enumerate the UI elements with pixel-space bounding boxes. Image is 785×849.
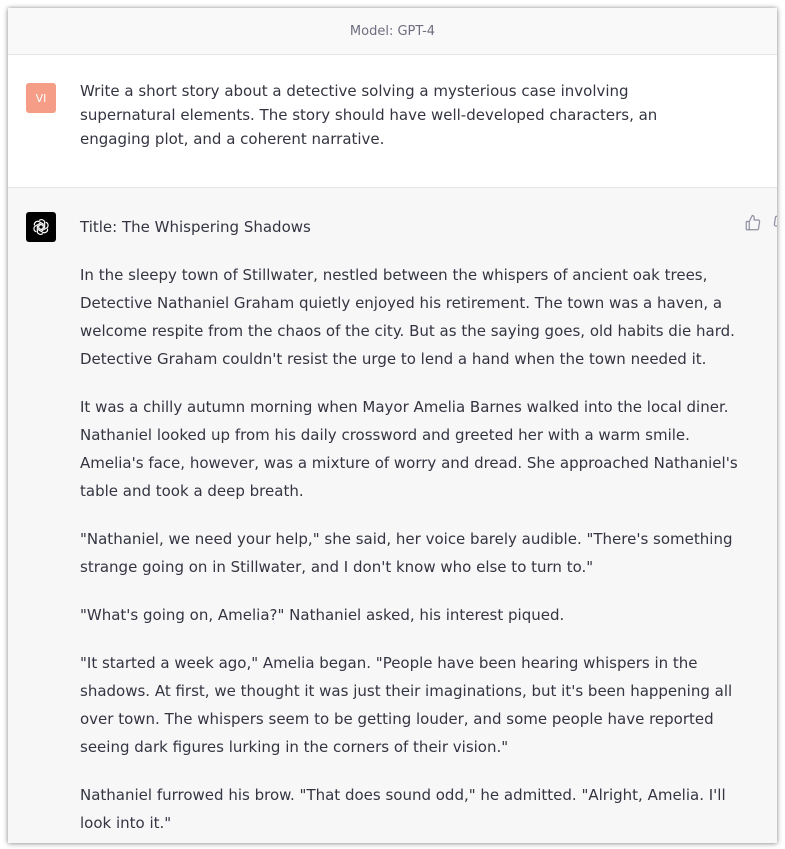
- story-paragraph: "It started a week ago," Amelia began. "People have been hearing whispers in the shadows. At first, we thought it was just their imaginations, but it's been happening all over town. The whispers seem to be getting louder, and some people have reported seeing dark figures lurking in the corners of their vision.": [80, 654, 733, 756]
- assistant-avatar: [26, 212, 56, 242]
- thumbs-down-icon[interactable]: [772, 214, 777, 232]
- story-paragraph: In the sleepy town of Stillwater, nestled between the whispers of ancient oak trees, Detective Nathaniel Graham quietly enjoyed his retirement. The town was a haven, a welcome respite from the chaos of the city. But as the saying goes, old habits die hard. Detective Graham couldn't resist the urge to lend a hand when the town needed it.: [80, 266, 735, 368]
- model-label: Model: GPT-4: [349, 23, 436, 39]
- thumbs-up-icon[interactable]: [744, 214, 762, 232]
- assistant-message-text: [80, 213, 740, 843]
- openai-logo-icon: [30, 216, 52, 238]
- chat-window: [8, 8, 777, 843]
- user-avatar: [26, 83, 56, 113]
- story-title: Title: The Whispering Shadows: [80, 218, 311, 236]
- story-paragraph: Nathaniel furrowed his brow. "That does sound odd," he admitted. "Alright, Amelia. I'll look into it.": [80, 786, 726, 832]
- story-paragraph: "Nathaniel, we need your help," she said, her voice barely audible. "There's something strange going on in Stillwater, and I don't know who else to turn to.": [80, 530, 733, 576]
- story-paragraph: "What's going on, Amelia?" Nathaniel asked, his interest piqued.: [80, 606, 565, 624]
- user-message-text: Write a short story about a detective solving a mysterious case involving supernatural elements. The story should have well-developed characters, an engaging plot, and a coherent narrative.: [80, 82, 658, 148]
- story-paragraph: It was a chilly autumn morning when Mayor Amelia Barnes walked into the local diner. Nathaniel looked up from his daily crossword and greeted her with a warm smile. Amelia's face, however, was a mixture of worry and dread. She approached Nathaniel's table and took a deep breath.: [80, 398, 738, 500]
- assistant-message: [8, 188, 777, 843]
- user-message: [8, 55, 777, 188]
- user-avatar-initials: VI: [35, 91, 47, 105]
- feedback-buttons: [744, 214, 777, 232]
- model-indicator: [8, 8, 777, 55]
